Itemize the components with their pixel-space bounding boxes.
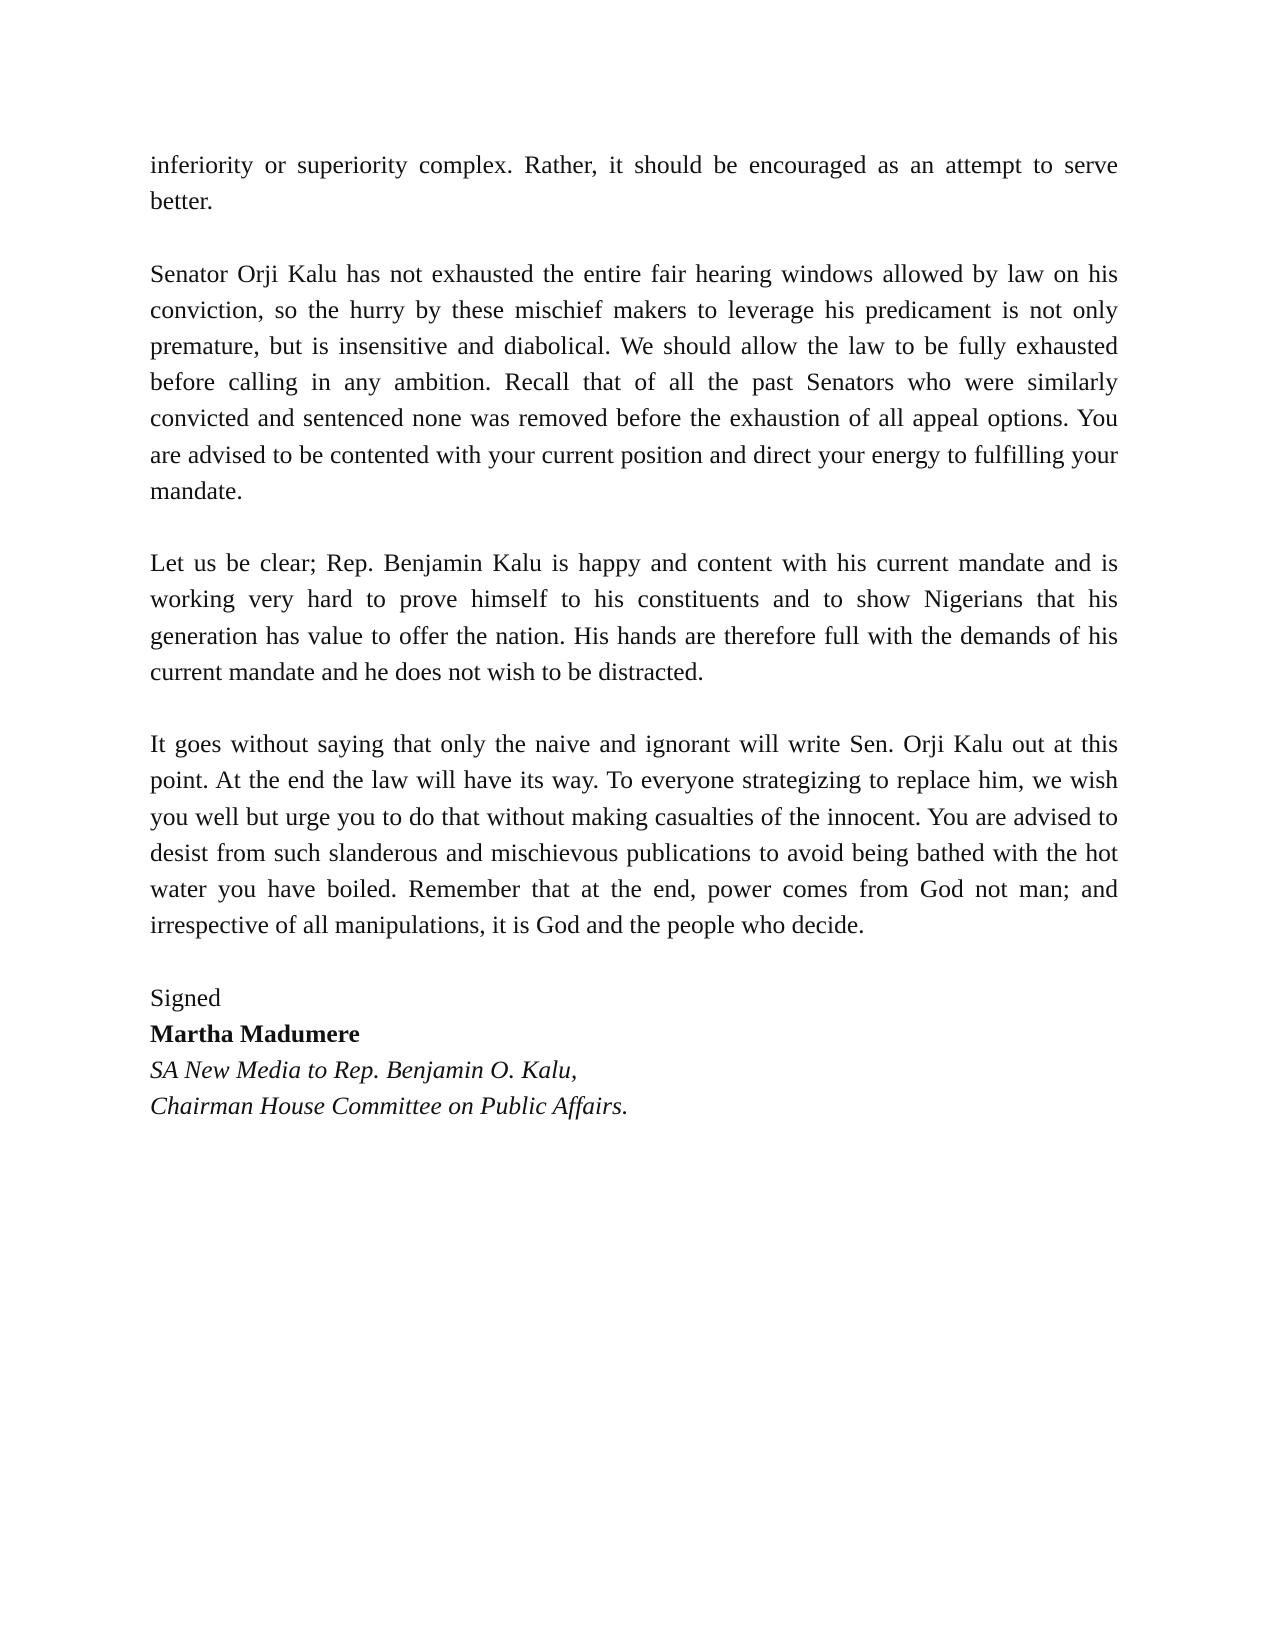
signatory-title-line-1: SA New Media to Rep. Benjamin O. Kalu, — [150, 1055, 578, 1085]
paragraph-1: inferiority or superiority complex. Rather, it should be encouraged as an attempt to serve better. — [150, 150, 1118, 216]
paragraph-2: Senator Orji Kalu has not exhausted the entire fair hearing windows allowed by law on his conviction, so the hurry by these mischief makers to leverage his predicament is not only premature, but is insensitive and diabolical. We should allow the law to be fully exhausted before calling in any ambition. Recall that of all the past Senators who were similarly convicted and sentenced none was removed before the exhaustion of all appeal options. You are advised to be contented with your current position and direct your energy to fulfilling your mandate. — [150, 258, 1118, 505]
signatory-name: Martha Madumere — [150, 1018, 360, 1048]
signed-label: Signed — [150, 982, 221, 1012]
document-body — [150, 147, 1118, 1124]
paragraph-3: Let us be clear; Rep. Benjamin Kalu is happy and content with his current mandate and is working very hard to prove himself to his constituents and to show Nigerians that his generation has value to offer the nation. His hands are therefore full with the demands of his current mandate and he does not wish to be distracted. — [150, 548, 1118, 686]
paragraph-4: It goes without saying that only the naive and ignorant will write Sen. Orji Kalu out at this point. At the end the law will have its way. To everyone strategizing to replace him, we wish you well but urge you to do that without making casualties of the innocent. You are advised to desist from such slanderous and mischievous publications to avoid being bathed with the hot water you have boiled. Remember that at the end, power comes from God not man; and irrespective of all manipulations, it is God and the people who decide. — [150, 729, 1118, 940]
signature-block — [150, 980, 1118, 1125]
signatory-title-line-2: Chairman House Committee on Public Affairs. — [150, 1091, 629, 1121]
